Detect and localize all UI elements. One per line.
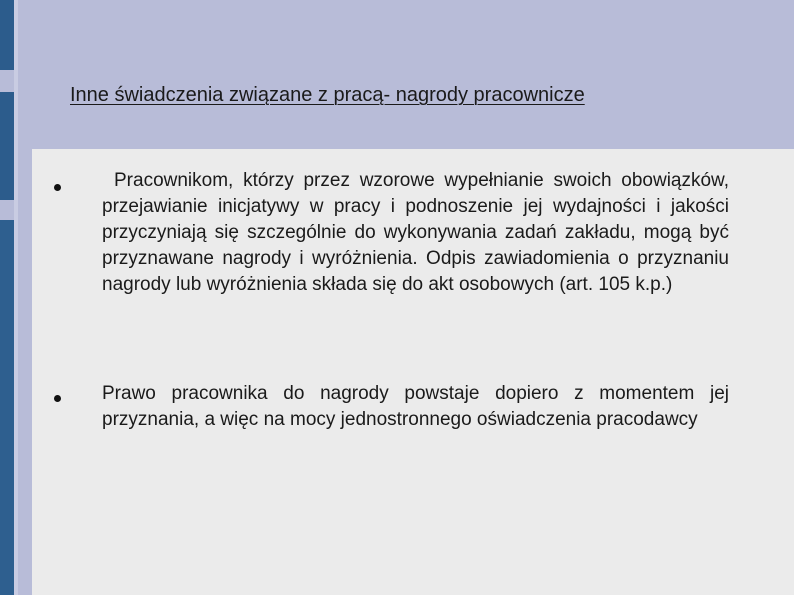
bullet-text: Pracownikom, którzy przez wzorowe wypełnianie swoich obowiązków, przejawianie inicjatywy w pracy i podnoszenie jej wydajności i jakości przyczyniają się szczególnie do wykonywania zadań zakładu, mogą być przyznawane nagrody i wyróżnienia. Odpis zawiadomienia o przyznaniu nagrody lub wyróżnienia składa się do akt osobowych (art. 105 k.p.): [102, 170, 729, 295]
accent-bar-edge: [14, 0, 18, 595]
accent-bar-bottom: [0, 220, 14, 595]
bullet-dot-icon: [54, 395, 61, 402]
accent-bar-top: [0, 0, 14, 70]
content-panel: [32, 149, 794, 595]
bullet-dot-icon: [54, 184, 61, 191]
slide-title: Inne świadczenia związane z pracą- nagrody pracownicze: [70, 84, 585, 106]
accent-bar-middle: [0, 92, 14, 200]
bullet-text: Prawo pracownika do nagrody powstaje dopiero z momentem jej przyznania, a więc na mocy jednostronnego oświadczenia pracodawcy: [102, 383, 729, 430]
